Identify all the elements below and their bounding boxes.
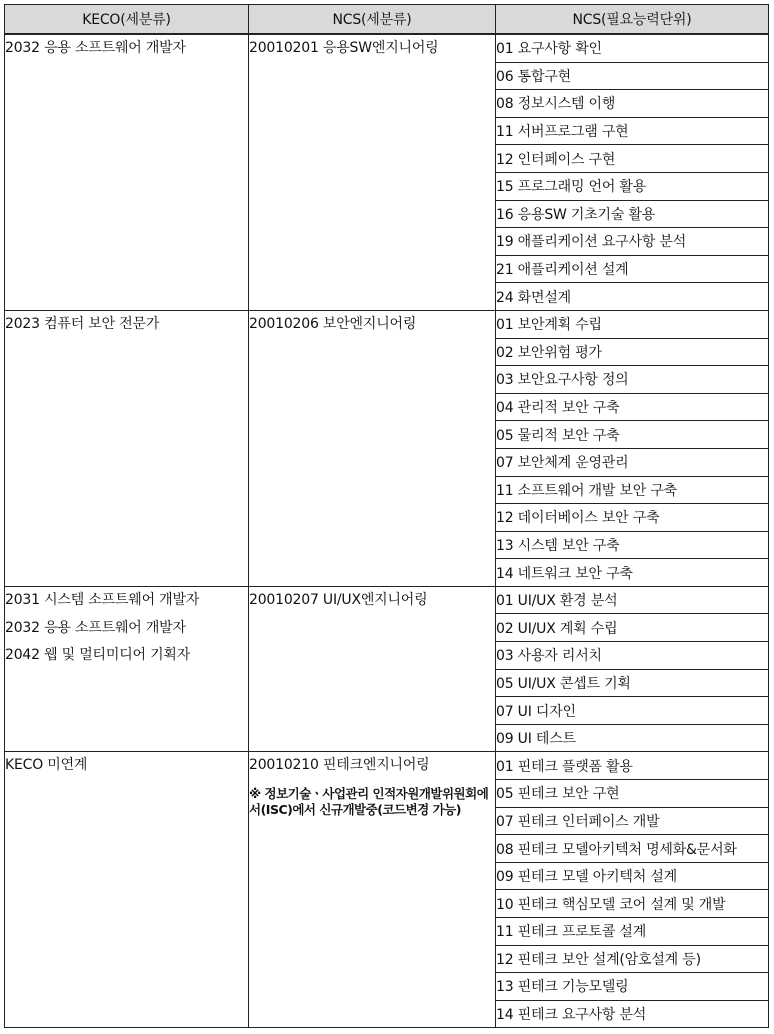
ncs-classification: 20010206 보안엔지니어링: [249, 315, 417, 332]
ncs-classification: 20010207 UI/UX엔지니어링: [249, 591, 428, 608]
table-row: [5, 752, 769, 780]
header-row: [5, 5, 769, 35]
keco-cell: [5, 34, 249, 310]
ncs-note: ※ 정보기술ㆍ사업관리 인적자원개발위원회에서(ISC)에서 신규개발중(코드변경 가능): [249, 786, 489, 818]
ncs-unit: 13 시스템 보안 구축: [496, 531, 769, 559]
ncs-unit: 15 프로그래밍 언어 활용: [496, 172, 769, 200]
ncs-unit: 01 요구사항 확인: [496, 34, 769, 62]
ncs-unit: 09 핀테크 모델 아키텍처 설계: [496, 862, 769, 890]
ncs-cell: [249, 586, 496, 752]
ncs-unit: 13 핀테크 기능모델링: [496, 973, 769, 1001]
header-ncs: NCS(세분류): [249, 5, 496, 35]
ncs-unit: 21 애플리케이션 설계: [496, 255, 769, 283]
keco-cell: [5, 752, 249, 1028]
ncs-unit: 06 통합구현: [496, 62, 769, 90]
ncs-unit: 01 핀테크 플랫폼 활용: [496, 752, 769, 780]
ncs-cell: [249, 310, 496, 586]
ncs-unit: 01 UI/UX 환경 분석: [496, 586, 769, 614]
ncs-unit: 05 UI/UX 콘셉트 기획: [496, 669, 769, 697]
keco-occupation: 2042 웹 및 멀티미디어 기획자: [5, 647, 191, 664]
ncs-unit: 11 소프트웨어 개발 보안 구축: [496, 476, 769, 504]
ncs-unit: 07 보안체계 운영관리: [496, 448, 769, 476]
header-unit: NCS(필요능력단위): [496, 5, 769, 35]
ncs-unit: 03 사용자 리서치: [496, 642, 769, 670]
keco-occupation: 2032 응용 소프트웨어 개발자: [5, 40, 186, 56]
ncs-unit: 08 정보시스템 이행: [496, 90, 769, 118]
ncs-unit: 07 핀테크 인터페이스 개발: [496, 807, 769, 835]
keco-occupation: 2023 컴퓨터 보안 전문가: [5, 315, 160, 332]
ncs-cell: [249, 752, 496, 1028]
ncs-unit: 14 네트워크 보안 구축: [496, 559, 769, 587]
keco-occupation: 2032 응용 소프트웨어 개발자: [5, 619, 186, 636]
ncs-unit: 12 인터페이스 구현: [496, 145, 769, 173]
keco-occupation: KECO 미연계: [5, 757, 88, 774]
table-body: [5, 34, 769, 1028]
ncs-unit: 24 화면설계: [496, 283, 769, 311]
ncs-unit: 19 애플리케이션 요구사항 분석: [496, 228, 769, 256]
ncs-unit: 11 서버프로그램 구현: [496, 117, 769, 145]
ncs-unit: 14 핀테크 요구사항 분석: [496, 1000, 769, 1028]
ncs-unit: 02 보안위험 평가: [496, 338, 769, 366]
keco-occupation: 2031 시스템 소프트웨어 개발자: [5, 591, 200, 608]
ncs-unit: 16 응용SW 기초기술 활용: [496, 200, 769, 228]
ncs-unit: 09 UI 테스트: [496, 724, 769, 752]
ncs-unit: 02 UI/UX 계획 수립: [496, 614, 769, 642]
ncs-unit: 07 UI 디자인: [496, 697, 769, 725]
ncs-unit: 10 핀테크 핵심모델 코어 설계 및 개발: [496, 890, 769, 918]
ncs-cell: [249, 34, 496, 310]
ncs-unit: 12 핀테크 보안 설계(암호설계 등): [496, 945, 769, 973]
ncs-classification: 20010210 핀테크엔지니어링: [249, 757, 430, 774]
table-row: [5, 34, 769, 62]
keco-ncs-mapping-table: [4, 4, 769, 1028]
ncs-unit: 05 핀테크 보안 구현: [496, 780, 769, 808]
keco-cell: [5, 586, 249, 752]
keco-cell: [5, 310, 249, 586]
ncs-unit: 11 핀테크 프로토콜 설계: [496, 918, 769, 946]
ncs-unit: 01 보안계획 수립: [496, 310, 769, 338]
ncs-unit: 04 관리적 보안 구축: [496, 393, 769, 421]
table-row: [5, 310, 769, 338]
header-keco: KECO(세분류): [5, 5, 249, 35]
ncs-unit: 12 데이터베이스 보안 구축: [496, 504, 769, 532]
ncs-unit: 03 보안요구사항 정의: [496, 366, 769, 394]
ncs-unit: 08 핀테크 모델아키텍처 명세화&문서화: [496, 835, 769, 863]
ncs-unit: 05 물리적 보안 구축: [496, 421, 769, 449]
ncs-classification: 20010201 응용SW엔지니어링: [249, 40, 439, 56]
table-row: [5, 586, 769, 614]
